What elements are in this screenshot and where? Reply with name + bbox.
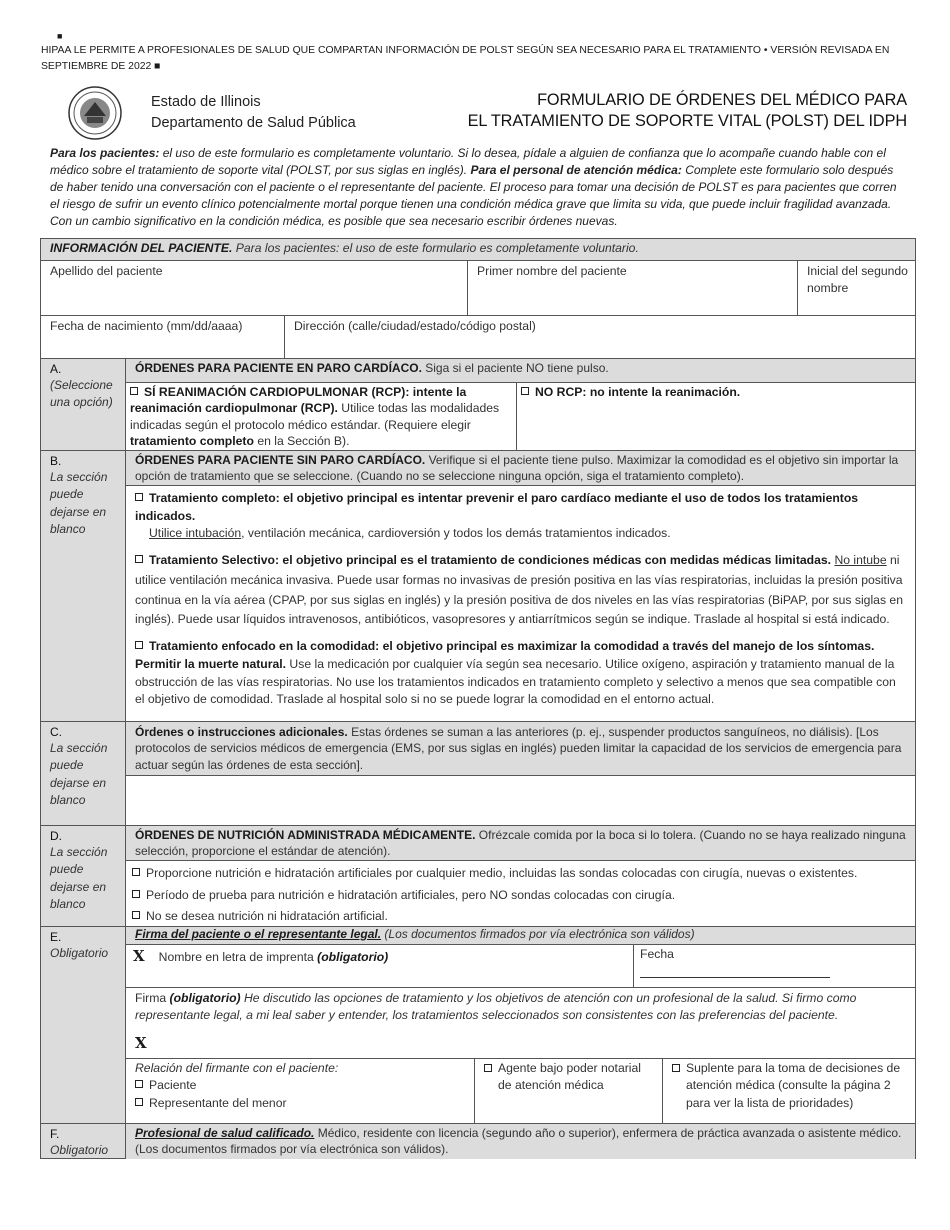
section-d-title: ÓRDENES DE NUTRICIÓN ADMINISTRADA MÉDICAMENTE.: [135, 828, 476, 842]
patient-info-note: Para los pacientes: el uso de este formulario es completamente voluntario.: [232, 241, 639, 255]
intro-paragraph: [50, 145, 902, 230]
section-e-header: [126, 927, 915, 944]
relation-surrogate-option[interactable]: [662, 1059, 915, 1123]
print-name-x-mark: X: [133, 947, 145, 965]
polst-form: [40, 238, 916, 1159]
additional-orders-field[interactable]: [126, 775, 915, 825]
signature-field[interactable]: [126, 987, 915, 1058]
print-name-required: (obligatorio): [317, 950, 389, 964]
relation-group: [126, 1059, 474, 1123]
form-title: [427, 90, 907, 132]
section-b-letter: B.: [50, 454, 62, 468]
section-b: [41, 450, 915, 721]
full-treatment-text: , ventilación mecánica, cardioversión y todos los demás tratamientos indicados.: [241, 526, 671, 541]
patients-label: Para los pacientes:: [50, 146, 160, 160]
relation-agent-checkbox[interactable]: [484, 1064, 492, 1072]
selective-treatment-title: Tratamiento Selectivo: el objetivo principal es el tratamiento de condiciones médicas con medidas médicas limitadas.: [149, 553, 832, 568]
relation-surrogate-text: Suplente para la toma de decisiones de atención médica (consulte la página 2 para ver la lista de prioridades): [686, 1061, 901, 1110]
section-a-letter: A.: [50, 362, 62, 376]
hipaa-notice: HIPAA LE PERMITE A PROFESIONALES DE SALUD QUE COMPARTAN INFORMACIÓN DE POLST SEGÚN SEA NECESARIO PARA EL TRATAMIENTO • VERSIÓN REVISADA EN SEPTIEMBRE DE 2022 ■: [41, 45, 890, 72]
section-c-header: [126, 722, 915, 775]
nutrition-option-full[interactable]: [132, 863, 909, 885]
comfort-treatment-checkbox[interactable]: [135, 641, 143, 649]
staff-text: Complete este formulario solo después de haber tenido una conversación con el paciente o el representante del paciente. El proceso para tomar una decisión de POLST es para pacientes que corren el riesgo de sufrir un evento clínico potencialmente mortal porque tienen una condición médica grave que limita su vida, que puede incluir fragilidad avanzada. Con un cambio significativo en la condición médica, es posible que sea necesario escribir órdenes nuevas.: [50, 163, 897, 229]
last-name-field[interactable]: [41, 261, 467, 315]
section-c-label: [41, 722, 126, 825]
section-f-label: [41, 1124, 126, 1158]
section-b-header: [126, 451, 915, 485]
first-name-label: Primer nombre del paciente: [477, 264, 627, 278]
cpr-no-checkbox[interactable]: [521, 387, 529, 395]
section-e-letter: E.: [50, 930, 62, 944]
nutrition-option-trial[interactable]: [132, 885, 909, 907]
relation-minor-option[interactable]: [135, 1095, 465, 1112]
full-treatment-checkbox[interactable]: [135, 493, 143, 501]
section-b-label: [41, 451, 126, 721]
section-f-note: Médico, residente con licencia (segundo año o superior), enfermera de práctica avanzada o asistente médico. (Los documentos firmados por vía electrónica son válidos).: [135, 1126, 902, 1157]
patient-name-row: [41, 260, 915, 315]
address-label: Dirección (calle/ciudad/estado/código postal): [294, 319, 536, 333]
department-name: Departamento de Salud Pública: [151, 115, 356, 132]
staff-label: Para el personal de atención médica:: [470, 163, 682, 178]
section-c-note: Estas órdenes se suman a las anteriores (p. ej., suspender productos sanguíneos, no diálisis). [Los protocolos de servicios médicos de emergencia (EMS, por sus siglas en inglés) pueden limitar la capacidad de los servicios de emergencia para actuar según las órdenes de esta sección].: [135, 725, 902, 772]
section-c-title: Órdenes o instrucciones adicionales.: [135, 725, 348, 739]
relation-patient-option[interactable]: [135, 1077, 465, 1094]
nutrition-option-none[interactable]: [132, 906, 909, 928]
section-f-sub: Obligatorio: [50, 1143, 109, 1158]
comfort-treatment-text: Use la medicación por cualquier vía según sea necesario. Utilice oxígeno, aspiración y tratamiento manual de la obstrucción de las vías respiratorias. No use los tratamientos indicados en tratamiento completo y selectivo a menos que sea compatible con el objetivo de comodidad. Traslade al hospital solo si no se puede lograr la comodidad en el entorno actual.: [135, 656, 896, 707]
relation-surrogate-checkbox[interactable]: [672, 1064, 680, 1072]
middle-initial-label: Inicial del segundo nombre: [807, 264, 908, 295]
section-b-title: ÓRDENES PARA PACIENTE SIN PARO CARDÍACO.: [135, 453, 426, 467]
section-e-title: Firma del paciente o el representante legal.: [135, 927, 382, 941]
selective-treatment-checkbox[interactable]: [135, 555, 143, 563]
signature-x-mark: X: [135, 1034, 147, 1053]
section-d-label: [41, 826, 126, 926]
signature-statement: He discutido las opciones de tratamiento y los objetivos de atención con un profesional de la salud. Si firmo como representante legal, a mi leal saber y entender, los tratamientos seleccionados son consistentes con las preferencias del paciente.: [135, 991, 857, 1022]
section-c: [41, 721, 915, 825]
patient-dob-row: [41, 315, 915, 358]
section-f-header: [126, 1124, 915, 1159]
patients-text: el uso de este formulario es completamente voluntario. Si lo desea, pídale a alguien de confianza que lo acompañe cuando hable con el médico sobre el tratamiento de soporte vital (POLST, por sus siglas en inglés).: [50, 146, 886, 178]
section-f: [41, 1123, 915, 1158]
section-f-title: Profesional de salud calificado.: [135, 1126, 315, 1140]
date-field[interactable]: [633, 945, 915, 987]
section-a-sub: (Seleccione una opción): [50, 378, 113, 410]
section-d-letter: D.: [50, 829, 62, 843]
relation-agent-option[interactable]: [474, 1059, 662, 1123]
full-treatment-underline: Utilice intubación: [149, 526, 242, 541]
section-a-label: [41, 359, 126, 450]
relation-label: Relación del firmante con el paciente:: [135, 1061, 339, 1075]
nutrition-none-text: No se desea nutrición ni hidratación artificial.: [146, 909, 388, 924]
last-name-label: Apellido del paciente: [50, 264, 163, 278]
full-treatment-title: Tratamiento completo: el objetivo principal es intentar prevenir el paro cardíaco mediante el uso de todos los tratamientos indicados.: [135, 491, 859, 523]
section-b-note: Verifique si el paciente tiene pulso. Maximizar la comodidad es el objetivo sin importar la opción de tratamiento que se seleccione. (Cuando no se seleccione ninguna opción, siga el tratamiento completo).: [135, 453, 899, 484]
section-e: [41, 926, 915, 1123]
cpr-yes-title: SÍ REANIMACIÓN CARDIOPULMONAR (RCP): intente la reanimación cardiopulmonar (RCP).: [130, 384, 467, 416]
address-field[interactable]: [284, 316, 915, 358]
print-name-field[interactable]: [126, 945, 633, 987]
date-line: [640, 977, 830, 978]
cpr-no-title: NO RCP: no intente la reanimación.: [535, 384, 741, 399]
comfort-treatment-option[interactable]: [135, 638, 906, 709]
signature-required: (obligatorio): [169, 991, 241, 1005]
section-b-sub: La sección puede dejarse en blanco: [50, 470, 108, 536]
form-title-line1: FORMULARIO DE ÓRDENES DEL MÉDICO PARA: [537, 91, 907, 109]
cpr-yes-checkbox[interactable]: [130, 387, 138, 395]
section-a-header: [126, 359, 915, 382]
dob-field[interactable]: [41, 316, 284, 358]
section-e-sub: Obligatorio: [50, 946, 109, 961]
state-name: Estado de Illinois: [151, 94, 261, 110]
section-d-sub: La sección puede dejarse en blanco: [50, 845, 108, 911]
section-f-letter: F.: [50, 1127, 60, 1141]
nutrition-full-text: Proporcione nutrición e hidratación artificiales por cualquier medio, incluidas las sondas colocadas con cirugía, nuevas o existentes.: [146, 866, 858, 880]
print-name-label: Nombre en letra de imprenta: [158, 950, 318, 964]
relation-patient-checkbox[interactable]: [135, 1080, 143, 1088]
section-e-label: [41, 927, 126, 1123]
section-d-header: [126, 826, 915, 860]
nutrition-none-checkbox[interactable]: [132, 911, 140, 919]
top-mark: ■: [57, 31, 63, 41]
date-label: Fecha: [640, 947, 674, 961]
cpr-yes-text: Utilice todas las modalidades indicadas según el protocolo médico estándar. (Requiere elegir: [130, 401, 500, 432]
section-d-note: Ofrézcale comida por la boca si lo tolera. (Cuando no se haya realizado ninguna selección, proporcione el estándar de atención).: [135, 828, 906, 859]
section-d: [41, 825, 915, 926]
relation-patient-text: Paciente: [149, 1078, 197, 1093]
relation-agent-text: Agente bajo poder notarial de atención médica: [498, 1061, 641, 1093]
state-seal-icon: [68, 86, 122, 140]
selective-treatment-option[interactable]: [135, 551, 906, 630]
patient-info-header: [41, 239, 915, 260]
section-c-letter: C.: [50, 725, 62, 739]
signature-label: Firma: [135, 991, 170, 1005]
comfort-treatment-title: Tratamiento enfocado en la comodidad: el objetivo principal es maximizar la comodidad a través del manejo de los síntomas. Permitir la muerte natural.: [135, 639, 875, 671]
cpr-yes-option[interactable]: [126, 383, 516, 450]
agency-name: [151, 92, 356, 134]
patient-info-title: INFORMACIÓN DEL PACIENTE.: [50, 241, 233, 255]
full-treatment-option[interactable]: [135, 490, 906, 543]
nutrition-trial-text: Período de prueba para nutrición e hidratación artificiales, pero NO sondas colocadas con cirugía.: [146, 887, 676, 902]
section-c-sub: La sección puede dejarse en blanco: [50, 741, 108, 807]
section-e-note: (Los documentos firmados por vía electrónica son válidos): [381, 927, 695, 941]
nutrition-full-checkbox[interactable]: [132, 868, 140, 876]
relation-minor-checkbox[interactable]: [135, 1098, 143, 1106]
selective-treatment-underline: No intube: [834, 553, 887, 568]
first-name-field[interactable]: [467, 261, 797, 315]
cpr-yes-link: tratamiento completo: [130, 434, 254, 449]
section-a-title: ÓRDENES PARA PACIENTE EN PARO CARDÍACO.: [135, 361, 422, 375]
relation-minor-text: Representante del menor: [149, 1095, 287, 1110]
selective-treatment-text: ni utilice ventilación mecánica invasiva. Puede usar formas no invasivas de presión positiva en las vías respiratorias, incluidas la presión positiva continua en la vía aérea (CPAP, por sus siglas en inglés) y la presión positiva de dos niveles en las vías respiratorias (BiPAP, por sus siglas en inglés). Puede usar líquidos intravenosos, antibióticos, vasopresores y antiarrítmicos según se indique. Traslade al hospital si está indicado.: [135, 553, 903, 627]
section-a: [41, 358, 915, 450]
section-a-note: Siga si el paciente NO tiene pulso.: [421, 361, 609, 375]
nutrition-trial-checkbox[interactable]: [132, 890, 140, 898]
form-title-line2: EL TRATAMIENTO DE SOPORTE VITAL (POLST) DEL IDPH: [467, 111, 907, 130]
cpr-no-option[interactable]: [516, 383, 915, 450]
cpr-yes-end: en la Sección B).: [253, 434, 350, 449]
middle-initial-field[interactable]: [797, 261, 915, 315]
dob-label: Fecha de nacimiento (mm/dd/aaaa): [50, 319, 243, 333]
